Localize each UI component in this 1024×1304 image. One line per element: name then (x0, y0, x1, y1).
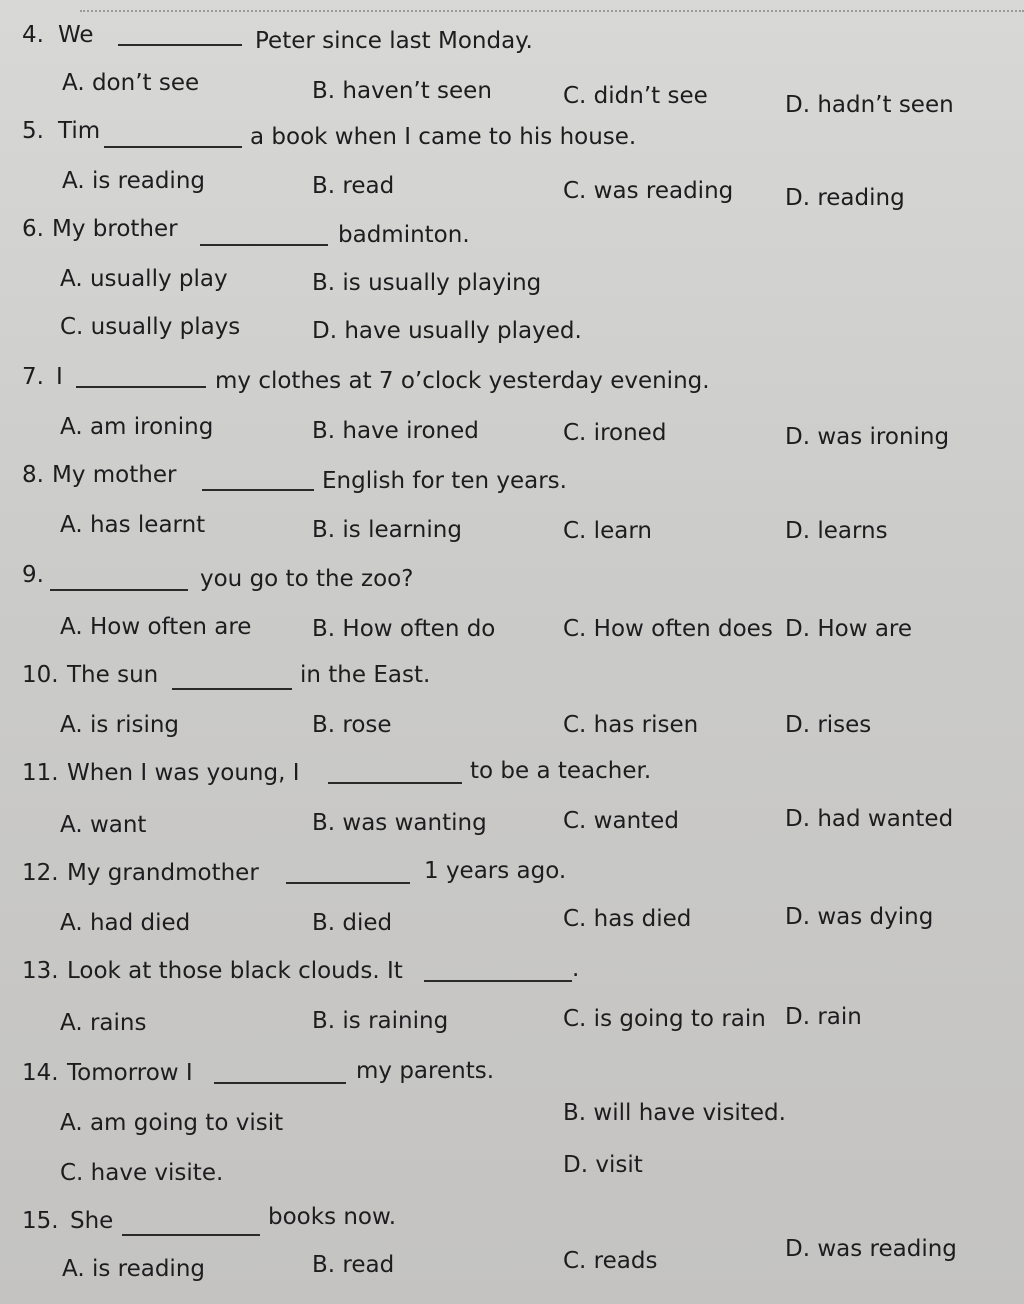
question-text-before: We (58, 22, 94, 48)
options-9 (0, 614, 1024, 654)
question-text-after: a book when I came to his house. (250, 124, 637, 150)
options-12 (0, 904, 1024, 950)
options-6-row2 (0, 314, 1024, 354)
option-b[interactable]: B. was wanting (312, 810, 487, 836)
option-c[interactable]: C. has died (563, 906, 692, 932)
option-c[interactable]: C. has risen (563, 712, 699, 738)
question-14 (0, 1060, 1024, 1100)
answer-blank[interactable] (122, 1212, 260, 1236)
question-number: 10. (22, 662, 59, 688)
option-d[interactable]: D. reading (785, 185, 905, 211)
option-d[interactable]: D. How are (785, 616, 913, 642)
option-d[interactable]: D. learns (785, 518, 888, 544)
question-text-before: My grandmother (67, 860, 259, 886)
question-number: 14. (22, 1060, 59, 1086)
question-11 (0, 760, 1024, 800)
option-d[interactable]: D. rain (785, 1004, 862, 1030)
question-text-after: books now. (268, 1204, 397, 1230)
question-text-after: English for ten years. (322, 468, 567, 494)
question-number: 11. (22, 760, 59, 786)
question-text-before: Look at those black clouds. It (67, 958, 403, 984)
question-8 (0, 462, 1024, 502)
option-c[interactable]: C. wanted (563, 808, 679, 834)
answer-blank[interactable] (104, 124, 242, 148)
question-4 (0, 22, 1024, 62)
question-9 (0, 562, 1024, 602)
question-number: 12. (22, 860, 59, 886)
question-text-before: Tomorrow I (67, 1060, 193, 1086)
option-c[interactable]: C. usually plays (60, 314, 241, 340)
option-d[interactable]: D. have usually played. (312, 318, 582, 344)
option-b[interactable]: B. haven’t seen (312, 78, 492, 104)
option-c[interactable]: C. was reading (563, 178, 734, 204)
option-b[interactable]: B. will have visited. (563, 1100, 786, 1126)
option-d[interactable]: D. visit (563, 1152, 643, 1178)
answer-blank[interactable] (118, 22, 242, 46)
question-text-before: My brother (52, 216, 178, 242)
question-number: 6. (22, 216, 44, 242)
option-b[interactable]: B. is raining (312, 1008, 449, 1034)
options-14-row1 (0, 1100, 1024, 1150)
options-4 (0, 70, 1024, 118)
option-c[interactable]: C. How often does (563, 616, 773, 642)
question-text-after: you go to the zoo? (200, 566, 414, 592)
option-d[interactable]: D. had wanted (785, 806, 954, 832)
option-b[interactable]: B. is usually playing (312, 270, 542, 296)
options-6-row1 (0, 266, 1024, 306)
answer-blank[interactable] (328, 760, 462, 784)
option-b[interactable]: B. is learning (312, 517, 462, 543)
option-d[interactable]: D. was dying (785, 904, 934, 930)
option-c[interactable]: C. reads (563, 1248, 658, 1274)
answer-blank[interactable] (214, 1060, 346, 1084)
question-text-after: . (572, 956, 580, 982)
option-c[interactable]: C. ironed (563, 420, 667, 446)
options-15 (0, 1236, 1024, 1296)
answer-blank[interactable] (286, 860, 410, 884)
option-b[interactable]: B. read (312, 173, 395, 199)
options-14-row2 (0, 1152, 1024, 1200)
option-b[interactable]: B. read (312, 1252, 395, 1278)
answer-blank[interactable] (424, 958, 572, 982)
option-d[interactable]: D. hadn’t seen (785, 92, 954, 118)
question-text-after: my parents. (356, 1058, 495, 1084)
question-text-before: She (70, 1208, 114, 1234)
question-number: 15. (22, 1208, 59, 1234)
option-c[interactable]: C. have visite. (60, 1160, 224, 1186)
question-7 (0, 364, 1024, 404)
answer-blank[interactable] (172, 666, 292, 690)
page-top-dotted-line (80, 10, 1024, 12)
option-c[interactable]: C. learn (563, 518, 652, 544)
option-d[interactable]: D. was reading (785, 1236, 957, 1262)
option-d[interactable]: D. rises (785, 712, 872, 738)
question-text-before: I (56, 364, 63, 390)
question-text-before: When I was young, I (67, 760, 300, 786)
option-a[interactable]: A. want (60, 812, 147, 838)
option-a[interactable]: A. don’t see (62, 70, 200, 96)
answer-blank[interactable] (76, 364, 206, 388)
answer-blank[interactable] (50, 567, 188, 591)
option-a[interactable]: A. is rising (60, 712, 180, 738)
options-10 (0, 712, 1024, 752)
option-a[interactable]: A. am ironing (60, 414, 214, 440)
options-7 (0, 414, 1024, 454)
options-13 (0, 1004, 1024, 1050)
question-number: 8. (22, 462, 44, 488)
question-number: 5. (22, 118, 44, 144)
question-number: 7. (22, 364, 44, 390)
options-8 (0, 512, 1024, 552)
question-13 (0, 958, 1024, 998)
option-a[interactable]: A. had died (60, 910, 191, 936)
option-b[interactable]: B. have ironed (312, 418, 479, 444)
option-c[interactable]: C. is going to rain (563, 1006, 766, 1032)
question-text-after: 1 years ago. (424, 858, 567, 884)
options-5 (0, 168, 1024, 211)
question-5 (0, 118, 1024, 158)
option-a[interactable]: A. rains (60, 1010, 147, 1036)
question-12 (0, 860, 1024, 900)
option-d[interactable]: D. was ironing (785, 424, 950, 450)
question-text-before: My mother (52, 462, 177, 488)
question-text-after: badminton. (338, 222, 470, 248)
option-a[interactable]: A. is reading (62, 168, 205, 194)
option-a[interactable]: A. is reading (62, 1256, 205, 1282)
question-6 (0, 216, 1024, 256)
answer-blank[interactable] (200, 222, 328, 246)
question-number: 4. (22, 22, 44, 48)
option-b[interactable]: B. died (312, 910, 393, 936)
question-number: 9. (22, 562, 44, 588)
question-10 (0, 662, 1024, 702)
question-text-after: Peter since last Monday. (255, 28, 533, 54)
question-text-before: The sun (67, 662, 159, 688)
question-text-before: Tim (58, 118, 101, 144)
question-text-after: in the East. (300, 662, 431, 688)
answer-blank[interactable] (202, 467, 314, 491)
option-a[interactable]: A. How often are (60, 614, 252, 640)
option-b[interactable]: B. rose (312, 712, 392, 738)
question-number: 13. (22, 958, 59, 984)
question-text-after: to be a teacher. (470, 758, 652, 784)
option-a[interactable]: A. usually play (60, 266, 228, 292)
option-a[interactable]: A. has learnt (60, 512, 206, 538)
option-a[interactable]: A. am going to visit (60, 1110, 284, 1136)
option-c[interactable]: C. didn’t see (563, 83, 708, 109)
option-b[interactable]: B. How often do (312, 616, 496, 642)
question-text-after: my clothes at 7 o’clock yesterday evening. (215, 368, 710, 394)
options-11 (0, 806, 1024, 850)
